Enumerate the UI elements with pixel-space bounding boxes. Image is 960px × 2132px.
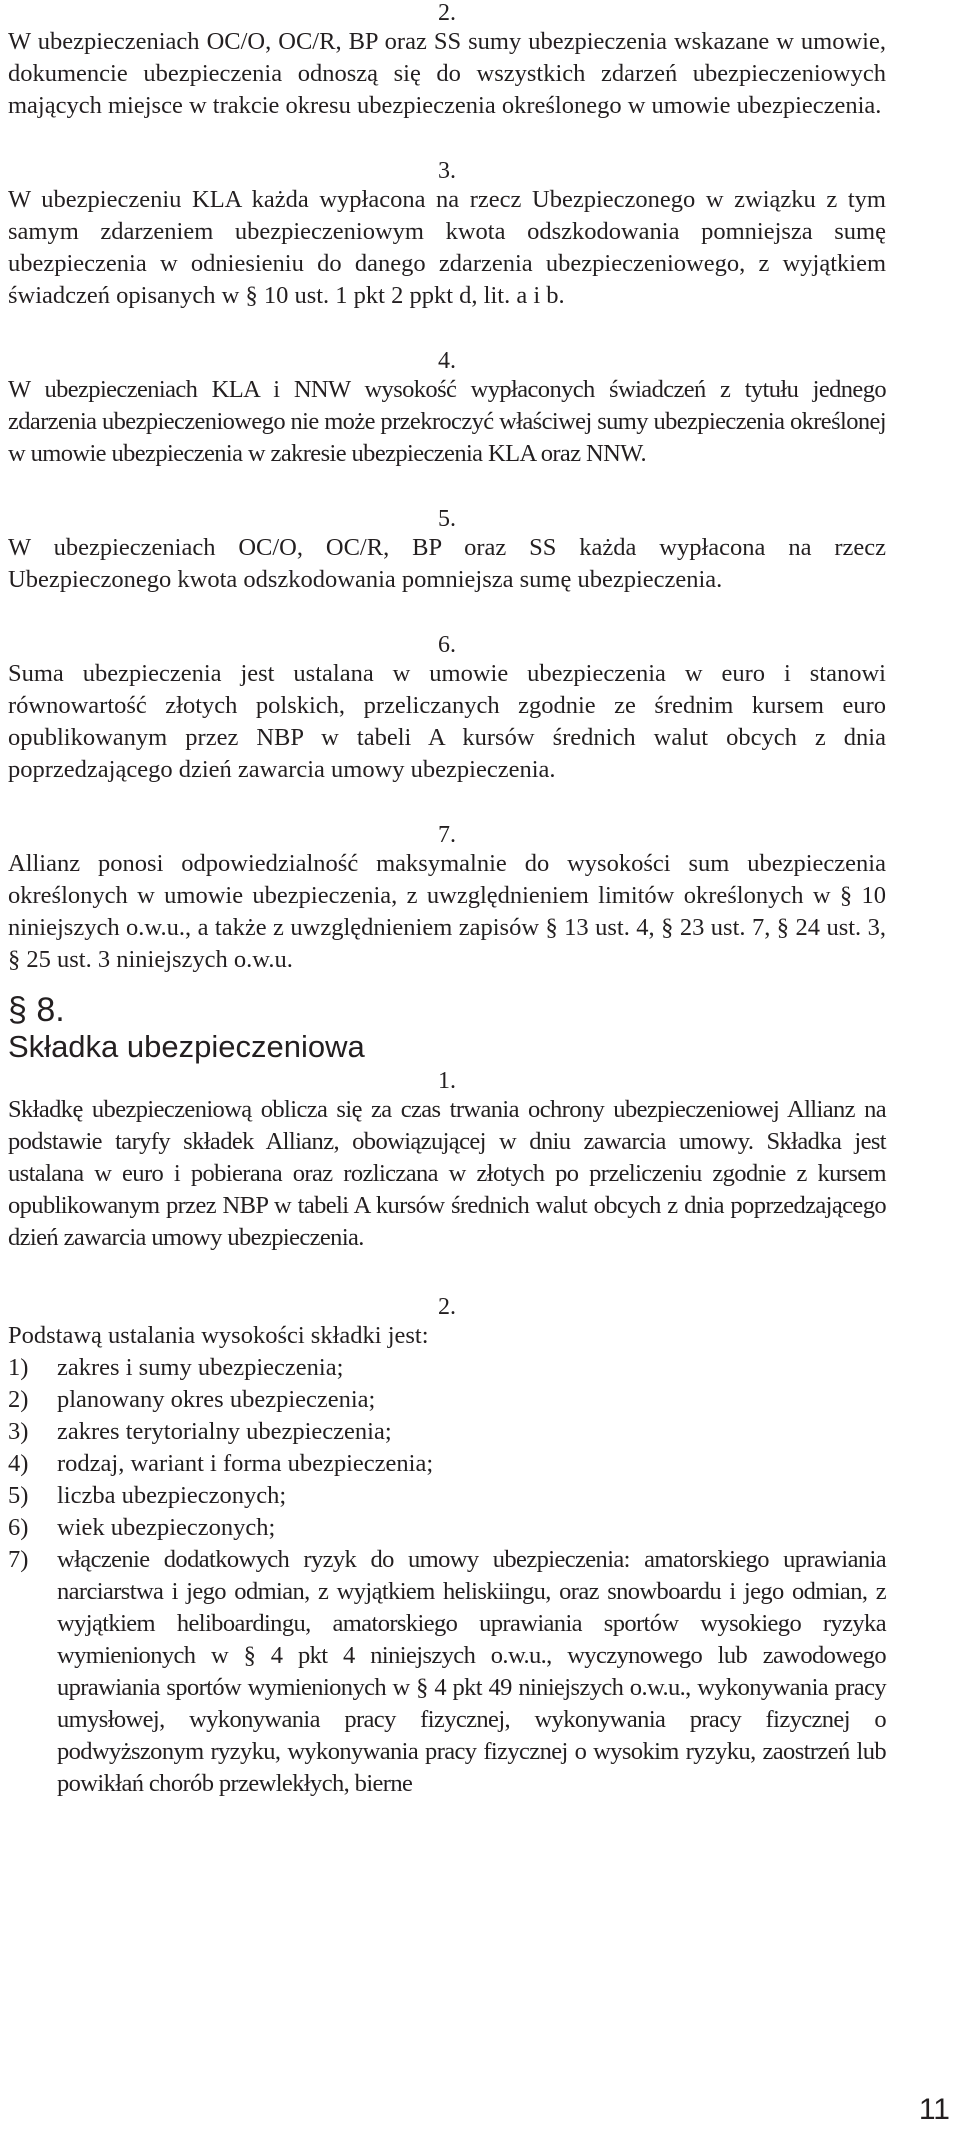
paragraph-text: W ubezpieczeniach OC/O, OC/R, BP oraz SS sumy ubezpieczenia wskazane w umowie, dokumencie ubezpieczenia odnoszą się do wszystkich zdarzeń ubezpieczeniowych mających miejsce w trakcie okresu ubezpieczenia określonego w umowie ubezpieczenia.	[8, 28, 886, 119]
paragraph-text: Suma ubezpieczenia jest ustalana w umowie ubezpieczenia w euro i stanowi równowartość złotych polskich, przeliczanych zgodnie ze średnim kursem euro opublikowanym przez NBP w tabeli A kursów średnich walut obcych z dnia poprzedzającego dzień zawarcia umowy ubezpieczenia.	[8, 660, 886, 783]
list-item	[8, 1384, 886, 1416]
paragraph-number: 5.	[438, 506, 456, 532]
section-paragraph-1	[8, 1068, 886, 1254]
list-item-text: wiek ubezpieczonych;	[57, 1514, 276, 1541]
list-item-text: zakres i sumy ubezpieczenia;	[57, 1354, 344, 1381]
paragraph-2	[8, 0, 886, 122]
section-8	[8, 990, 886, 1800]
list-marker: 7)	[8, 1546, 29, 1573]
list-marker: 5)	[8, 1482, 29, 1509]
list-marker: 1)	[8, 1354, 29, 1381]
paragraph-intro: Podstawą ustalania wysokości składki jest:	[8, 1322, 429, 1349]
section-title: Składka ubezpieczeniowa	[8, 1029, 365, 1064]
list-item-text: zakres terytorialny ubezpieczenia;	[57, 1418, 392, 1445]
list-item	[8, 1480, 886, 1512]
list-item-text: planowany okres ubezpieczenia;	[57, 1386, 376, 1413]
list-marker: 6)	[8, 1514, 29, 1541]
paragraph-number: 1.	[438, 1068, 456, 1094]
list-item	[8, 1544, 886, 1800]
list-marker: 4)	[8, 1450, 29, 1477]
paragraph-number: 7.	[438, 822, 456, 848]
paragraph-6	[8, 632, 886, 786]
list-marker: 3)	[8, 1418, 29, 1445]
list-item-text: włączenie dodatkowych ryzyk do umowy ubezpieczenia: amatorskiego uprawiania narciarstwa i jego odmian, z wyjątkiem heliskiingu, oraz snowboardu i jego odmian, z wyjątkiem heliboardingu, amatorskiego uprawiania sportów wysokiego ryzyka wymienionych w § 4 pkt 4 niniejszych o.w.u., wyczynowego lub zawodowego uprawiania sportów wymienionych w § 4 pkt 49 niniejszych o.w.u., wykonywania pracy umysłowej, wykonywania pracy fizycznej, wykonywania pracy fizycznej o podwyższonym ryzyku, wykonywania pracy fizycznej o wysokim ryzyku, zaostrzeń lub powikłań chorób przewlekłych, bierne	[57, 1546, 886, 1797]
paragraph-4	[8, 348, 886, 470]
paragraph-7	[8, 822, 886, 976]
paragraph-text: W ubezpieczeniach OC/O, OC/R, BP oraz SS każda wypłacona na rzecz Ubezpieczonego kwota odszkodowania pomniejsza sumę ubezpieczenia.	[8, 534, 886, 593]
list-item-text: rodzaj, wariant i forma ubezpieczenia;	[57, 1450, 434, 1477]
list-item	[8, 1448, 886, 1480]
paragraph-text: W ubezpieczeniach KLA i NNW wysokość wypłaconych świadczeń z tytułu jednego zdarzenia ubezpieczeniowego nie może przekroczyć właściwej sumy ubezpieczenia określonej w umowie ubezpieczenia w zakresie ubezpieczenia KLA oraz NNW.	[8, 376, 886, 467]
document-page	[8, 0, 886, 1800]
list-item	[8, 1352, 886, 1384]
paragraph-text: W ubezpieczeniu KLA każda wypłacona na rzecz Ubezpieczonego w związku z tym samym zdarzeniem ubezpieczeniowym kwota odszkodowania pomniejsza sumę ubezpieczenia w odniesieniu do danego zdarzenia ubezpieczeniowego, z wyjątkiem świadczeń opisanych w § 10 ust. 1 pkt 2 ppkt d, lit. a i b.	[8, 186, 886, 309]
section-paragraph-2	[8, 1294, 886, 1800]
paragraph-number: 4.	[438, 348, 456, 374]
paragraph-text: Allianz ponosi odpowiedzialność maksymalnie do wysokości sum ubezpieczenia określonych w umowie ubezpieczenia, z uwzględnieniem limitów określonych w § 10 niniejszych o.w.u., a także z uwzględnieniem zapisów § 13 ust. 4, § 23 ust. 7, § 24 ust. 3, § 25 ust. 3 niniejszych o.w.u.	[8, 850, 886, 973]
premium-factors-list	[8, 1352, 886, 1800]
paragraph-number: 2.	[438, 1294, 456, 1320]
paragraph-number: 6.	[438, 632, 456, 658]
list-item	[8, 1512, 886, 1544]
list-marker: 2)	[8, 1386, 29, 1413]
list-item-text: liczba ubezpieczonych;	[57, 1482, 287, 1509]
list-item	[8, 1416, 886, 1448]
paragraph-number: 3.	[438, 158, 456, 184]
page-number: 11	[918, 2093, 950, 2126]
paragraph-3	[8, 158, 886, 312]
paragraph-5	[8, 506, 886, 596]
paragraph-number: 2.	[438, 0, 456, 26]
paragraph-text: Składkę ubezpieczeniową oblicza się za czas trwania ochrony ubezpieczeniowej Allianz na podstawie taryfy składek Allianz, obowiązującej w dniu zawarcia umowy. Składka jest ustalana w euro i pobierana oraz rozliczana w złotych po przeliczeniu zgodnie z kursem opublikowanym przez NBP w tabeli A kursów średnich walut obcych z dnia poprzedzającego dzień zawarcia umowy ubezpieczenia.	[8, 1096, 886, 1251]
section-sign: § 8.	[8, 991, 65, 1029]
